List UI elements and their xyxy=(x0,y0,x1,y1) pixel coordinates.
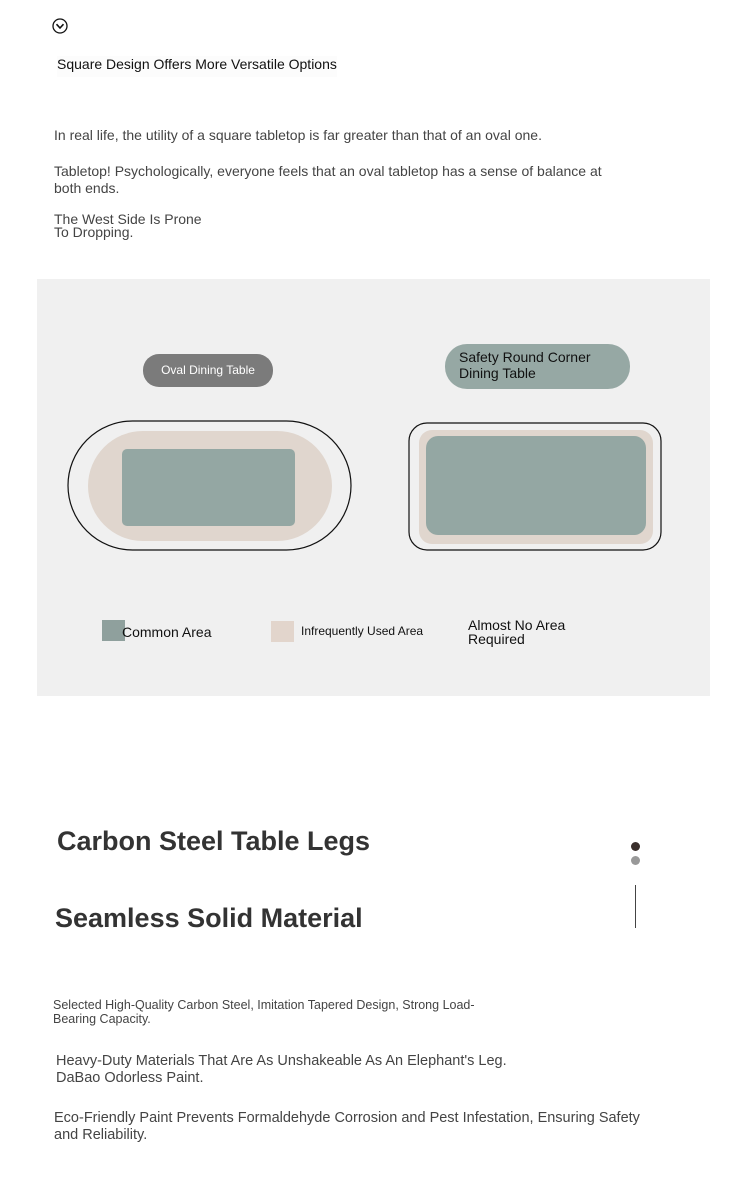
intro-paragraph-3-line-2: To Dropping. xyxy=(54,224,134,240)
intro-paragraph-3-line-1: The West Side Is Prone xyxy=(54,211,202,227)
intro-paragraph-2: Tabletop! Psychologically, everyone feels that an oval tabletop has a sense of balance at both ends. xyxy=(54,163,602,196)
round-corner-table-diagram xyxy=(407,421,665,555)
oval-common-area xyxy=(122,449,295,526)
round-common-area xyxy=(426,436,646,535)
oval-table-diagram xyxy=(66,419,354,555)
intro-paragraph-3 xyxy=(54,213,219,239)
feature-heading-1: Carbon Steel Table Legs xyxy=(57,826,371,856)
vertical-divider xyxy=(635,885,636,928)
pagination-dot[interactable] xyxy=(631,856,640,865)
legend-infrequent-swatch xyxy=(271,621,294,642)
feature-text-2 xyxy=(56,1053,546,1087)
legend-no-area-label: Almost No Area Required xyxy=(468,617,566,647)
feature-text-2-line-2: DaBao Odorless Paint. xyxy=(56,1070,204,1086)
section-title: Square Design Offers More Versatile Options xyxy=(57,56,337,77)
intro-paragraph-1: In real life, the utility of a square tabletop is far greater than that of an oval one. xyxy=(54,127,542,143)
legend-infrequent-label: Infrequently Used Area xyxy=(301,624,424,638)
feature-text-1: Selected High-Quality Carbon Steel, Imitation Tapered Design, Strong Load-Bearing Capacity. xyxy=(53,998,475,1026)
round-table-label: Safety Round Corner Dining Table xyxy=(445,344,630,389)
legend-common-label: Common Area xyxy=(122,624,212,640)
feature-text-3: Eco-Friendly Paint Prevents Formaldehyde Corrosion and Pest Infestation, Ensuring Safety and Reliability. xyxy=(54,1110,640,1143)
oval-table-label: Oval Dining Table xyxy=(143,354,273,387)
chevron-down-circle-icon[interactable] xyxy=(52,18,68,34)
pagination-dot-active[interactable] xyxy=(631,842,640,851)
feature-heading-2: Seamless Solid Material xyxy=(55,903,363,933)
feature-text-2-line-1: Heavy-Duty Materials That Are As Unshakeable As An Elephant's Leg. xyxy=(56,1053,507,1069)
